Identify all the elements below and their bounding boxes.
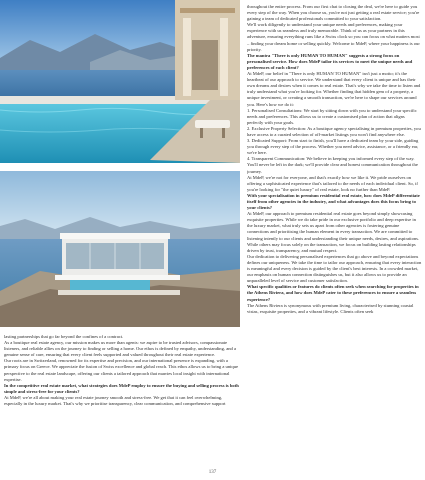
right-paragraph: At MdeP, our approach to premium residential real estate goes beyond simply showcasing exquisite properties. While we do take pride in our exclusive portfolio and deep expertise in the luxury market, what truly sets us apart from other agencies is fostering genuine connections and prioritising the human element in every transaction. We are committed to listening intently to our clients and understanding their unique needs, desires, and aspirations. While others may focus solely on the transaction, we focus on building lasting relationships driven by trust, transparency, and mutual respect. xyxy=(247,211,420,253)
right-paragraph: We'll work diligently to understand your unique needs and preferences, making your experience with us seamless and truly memorable. Think of us as your partners in this adventure, ensuring everything runs like a Swiss clock so you can focus on what matters most – finding your dream home or selling quickly. Welcome to MdeP, where your happiness is our priority. xyxy=(247,22,420,52)
right-question: What specific qualities or features do clients often seek when searching for properties in the Athens Riviera, and how does MdeP cater to these preferences to ensure a seamless experience? xyxy=(247,284,419,302)
pool-photo xyxy=(0,0,240,163)
right-question: The mantra "There is only HUMAN TO HUMAN" suggests a strong focus on personalised service. How does MdeP tailor its services to meet the unique needs and preferences of each client? xyxy=(247,52,413,70)
right-column-text xyxy=(247,4,422,464)
right-paragraph: throughout the entire process. From our first chat to closing the deal, we're here to guide you every step of the way. When you choose us, you're not just getting a real estate service; you're gaining a team of dedicated professionals committed to your satisfaction. xyxy=(247,4,420,22)
right-paragraph: Our dedication to delivering personalised experiences that go above and beyond expectations defines our uniqueness. We take the time to tailor our approach, ensuring that every interaction is meaningful and every decision is guided by the client's best interests. In a crowded market, our emphasis on human connection distinguishes us, but it also allows us to provide an unparalleled level of service and customer satisfaction. xyxy=(247,253,422,284)
left-paragraph: Our roots are in Switzerland, renowned for its expertise and precision, and our international presence is expanding, with a primary focus on Greece. We appreciate the fusion of Swiss excellence and global reach. This ethos allows us to bring a unique perspective to the real estate landscape, offering our clients a tailored approach that marries local insight with international expertise. xyxy=(4,358,239,382)
right-paragraph: The Athens Riviera is synonymous with premium living, characterised by stunning coastal vistas, exquisite properties, and a vibrant lifestyle. Clients often seek xyxy=(247,302,414,314)
villa-photo xyxy=(0,171,240,327)
left-paragraph: At MdeP, we're all about making your real estate journey smooth and stress-free. We get that it can feel overwhelming, especially in the luxury market. That's why we prioritise transparency, clear communication, and comprehensive support xyxy=(4,394,226,407)
page-number: 137 xyxy=(208,470,217,475)
left-question: In the competitive real estate market, what strategies does MdeP employ to ensure the buying and selling process is both simple and stress-free for your clients? xyxy=(4,382,239,394)
left-paragraph: As a boutique real estate agency, our mission makes us more than agents: we aspire to be trusted advisors, compassionate listeners, and reliable allies on the journey to finding or selling a home. Our ethos is defined by empathy, understanding, and a genuine sense of care, ensuring that every client feels supported and valued throughout their real estate experience. xyxy=(4,340,237,358)
right-paragraph: 1. Personalised Consultations: We start by sitting down with you to understand your specific needs and preferences. This allows us to create a customised plan of action that aligns perfectly with your goals. xyxy=(247,107,417,125)
right-question: With your specialisation in premium residential real estate, how does MdeP differentiate itself from other agencies in the industry, and what advantages does this focus bring to your clients? xyxy=(247,192,420,211)
right-paragraph: 2. Exclusive Property Selection: As a boutique agency specialising in premium properties, you have access to a curated selection of off-market listings you won't find anywhere else. xyxy=(247,125,421,137)
left-paragraph: lasting partnerships that go far beyond the confines of a contract. xyxy=(4,334,124,339)
left-column-text xyxy=(4,334,239,474)
right-paragraph: At MdeP, we're not for everyone, and that's exactly how we like it. We pride ourselves on offering a sophisticated experience that's tailored to the needs of each individual client. So, if you're looking for "the quiet luxury" of real estate, look no further than MdeP. xyxy=(247,174,418,192)
right-paragraph: At MdeP, our belief in "There is only HUMAN TO HUMAN" isn't just a motto; it's the heartbeat of our approach to service. We understand that every client is unique and has their own dreams and desires when it comes to real estate. That's why we take the time to listen and truly understand what you're looking for. Whether finding that hidden gem of a property, a unique investment, or creating a smooth transaction, we're here to shape our services around you. Here's how we do it: xyxy=(247,71,421,107)
right-paragraph: 3. Dedicated Support: From start to finish, you'll have a dedicated team by your side, guiding you through every step of the process. Whether you need advice, assistance, or a friendly ear, we're here. xyxy=(247,138,419,156)
right-paragraph: 4. Transparent Communication: We believe in keeping you informed every step of the way. You'll never be left in the dark; we'll provide clear and honest communication throughout the journey. xyxy=(247,156,418,174)
